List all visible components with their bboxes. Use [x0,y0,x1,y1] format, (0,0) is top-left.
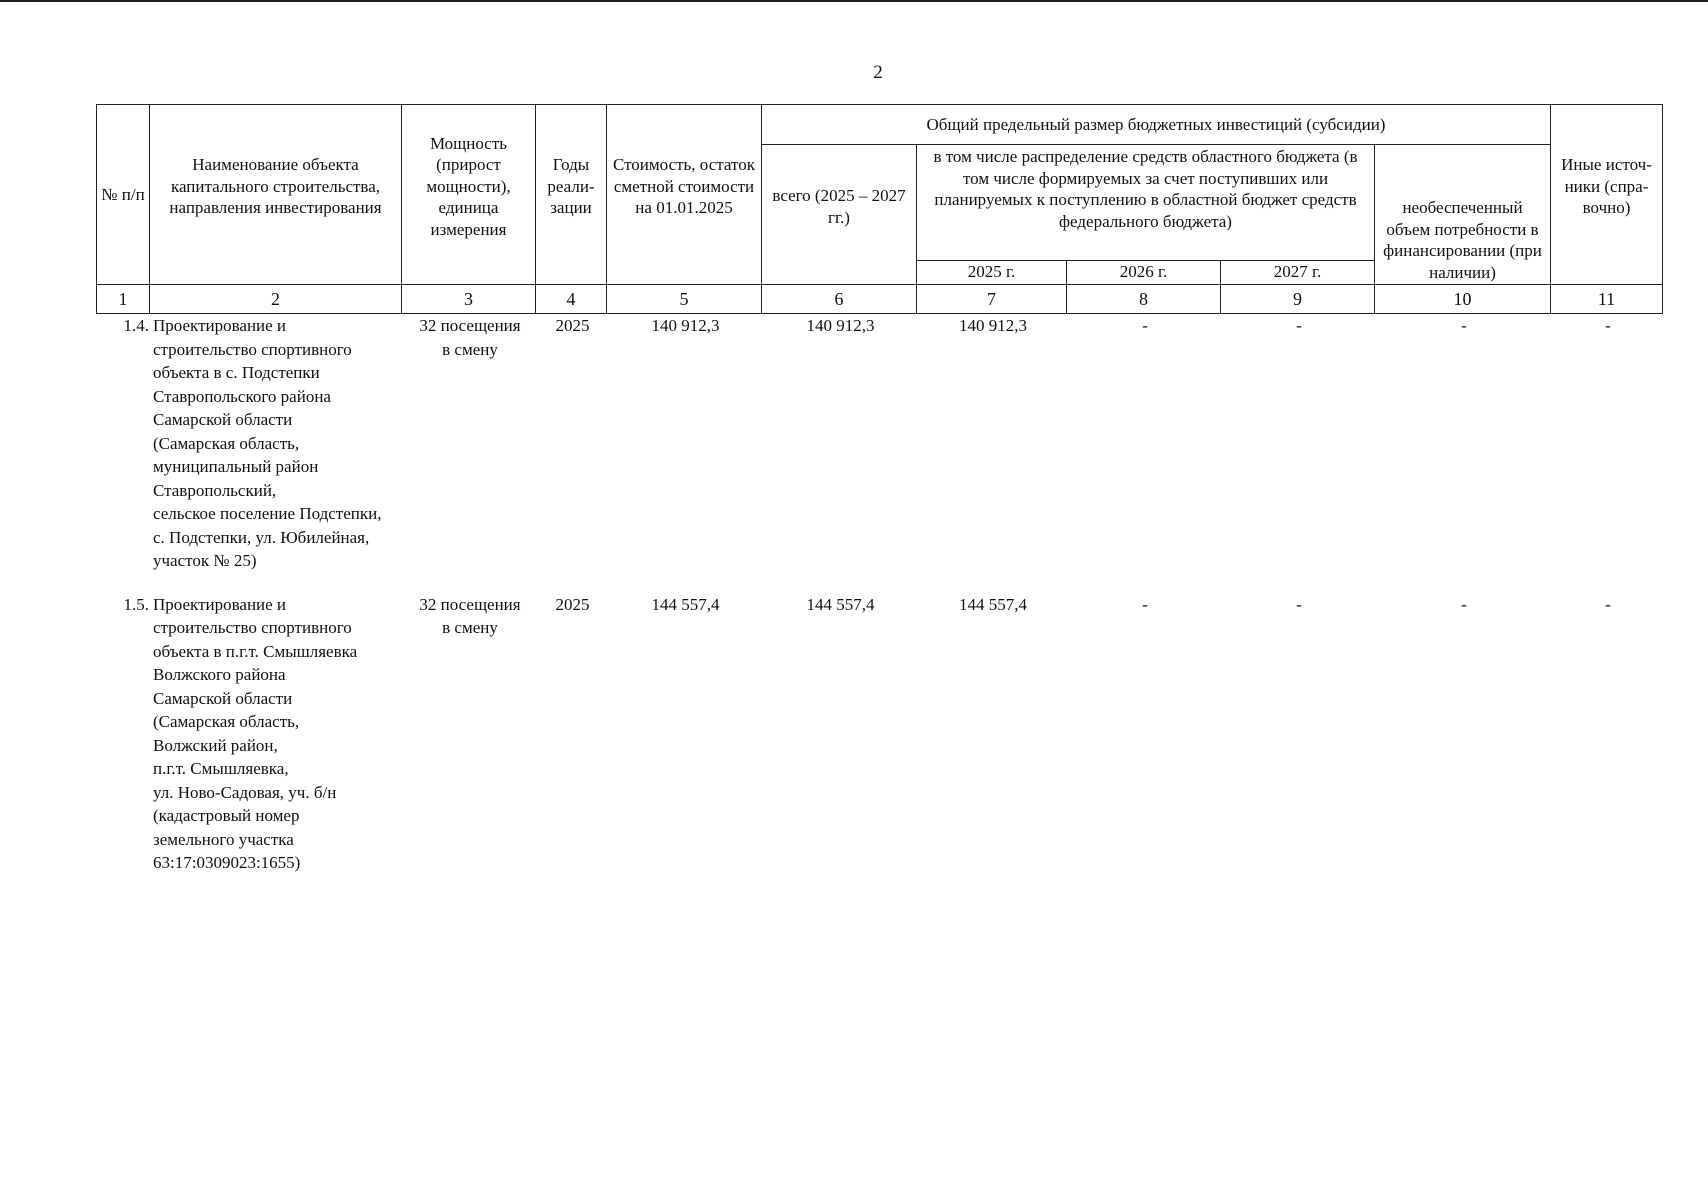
amount-2025: 144 557,4 [959,594,1027,614]
header-cost: Стоимость, остаток сметной стоимости на 01.01.2025 [607,105,762,285]
amount-2025: 140 912,3 [959,316,1027,335]
name-line: участок № 25) [153,551,257,570]
other-sources: - [1605,316,1611,335]
name-line: сельское поселение Подстепки, [153,504,382,523]
capacity [401,593,535,875]
header-distribution: в том числе распределение средств областного бюджета (в том числе формируемых за счет поступивших или планируемых к поступлению в областной бюджет средств федерального бюджета) [917,145,1375,261]
total: 144 557,4 [806,594,875,614]
header-num: № п/п [97,105,150,285]
header-table [96,104,1663,314]
amount-2026: - [1142,594,1148,614]
table-row [96,314,1662,573]
name-line: объекта в с. Подстепки [153,363,320,382]
cost: 144 557,4 [651,594,720,614]
name-line: (кадастровый номер [153,806,300,825]
header-unsecured: необеспеченный объем потребности в финансировании (при наличии) [1375,145,1551,285]
column-number: 9 [1221,285,1375,314]
unsecured-amount: - [1461,594,1467,614]
name-line: ул. Ново-Садовая, уч. б/н [153,782,337,802]
name-line: Проектирование и [153,594,287,614]
column-number: 3 [402,285,536,314]
header-name: Наименование объекта капитального строительства, направления инвестирования [150,105,402,285]
name-line: земельного участка [153,829,294,849]
header-total: всего (2025 – 2027 гг.) [762,145,917,285]
header-other: Иные источ-ники (спра-вочно) [1551,105,1663,285]
name-line: строительство спортивного [153,339,352,359]
top-rule [0,0,1708,2]
total: 140 912,3 [806,316,875,335]
name-line: с. Подстепки, ул. Юбилейная, [153,527,370,547]
column-number: 7 [917,285,1067,314]
page-number: 2 [873,62,883,83]
capacity-line: 32 посещения [419,316,521,335]
amount-2027: - [1296,316,1302,335]
name-line: 63:17:0309023:1655) [153,853,301,872]
column-number: 6 [762,285,917,314]
table-row [96,593,1662,875]
other-sources: - [1605,594,1611,614]
column-number: 1 [97,285,150,314]
capacity-line: в смену [442,618,498,637]
header-budget-group: Общий предельный размер бюджетных инвестиций (субсидии) [762,105,1551,145]
object-name [149,314,401,573]
column-number: 8 [1067,285,1221,314]
name-line: (Самарская область, [153,712,300,731]
name-line: Самарской области [153,688,293,708]
name-line: объекта в п.г.т. Смышляевка [153,641,358,661]
header-2027: 2027 г. [1221,261,1375,285]
name-line: Волжский район, [153,735,278,755]
column-number: 4 [536,285,607,314]
name-line: Ставропольский, [153,480,277,500]
cost: 140 912,3 [651,316,720,335]
column-number: 11 [1551,285,1663,314]
capacity-line: 32 посещения [419,594,521,614]
row-gap [96,573,1662,593]
name-line: строительство спортивного [153,618,352,637]
capacity-line: в смену [442,339,498,359]
years: 2025 [555,316,590,335]
column-number: 5 [607,285,762,314]
header-2026: 2026 г. [1067,261,1221,285]
object-name [149,593,401,875]
name-line: (Самарская область, [153,433,300,453]
column-number: 10 [1375,285,1551,314]
name-line: муниципальный район [153,457,319,476]
name-line: Волжского района [153,665,286,684]
header-2025: 2025 г. [917,261,1067,285]
name-line: Ставропольского района [153,386,331,406]
name-line: Самарской области [153,410,293,429]
name-line: п.г.т. Смышляевка, [153,759,289,778]
header-capacity: Мощность (прирост мощности), единица измерения [402,105,536,285]
unsecured-amount: - [1461,316,1467,335]
column-number: 2 [150,285,402,314]
years: 2025 [555,594,590,614]
header-years: Годы реали-зации [536,105,607,285]
amount-2026: - [1142,316,1148,335]
row-index: 1.4. [123,316,149,335]
row-index: 1.5. [123,594,149,614]
name-line: Проектирование и [153,316,287,335]
amount-2027: - [1296,594,1302,614]
data-table [96,314,1662,875]
capacity [401,314,535,573]
